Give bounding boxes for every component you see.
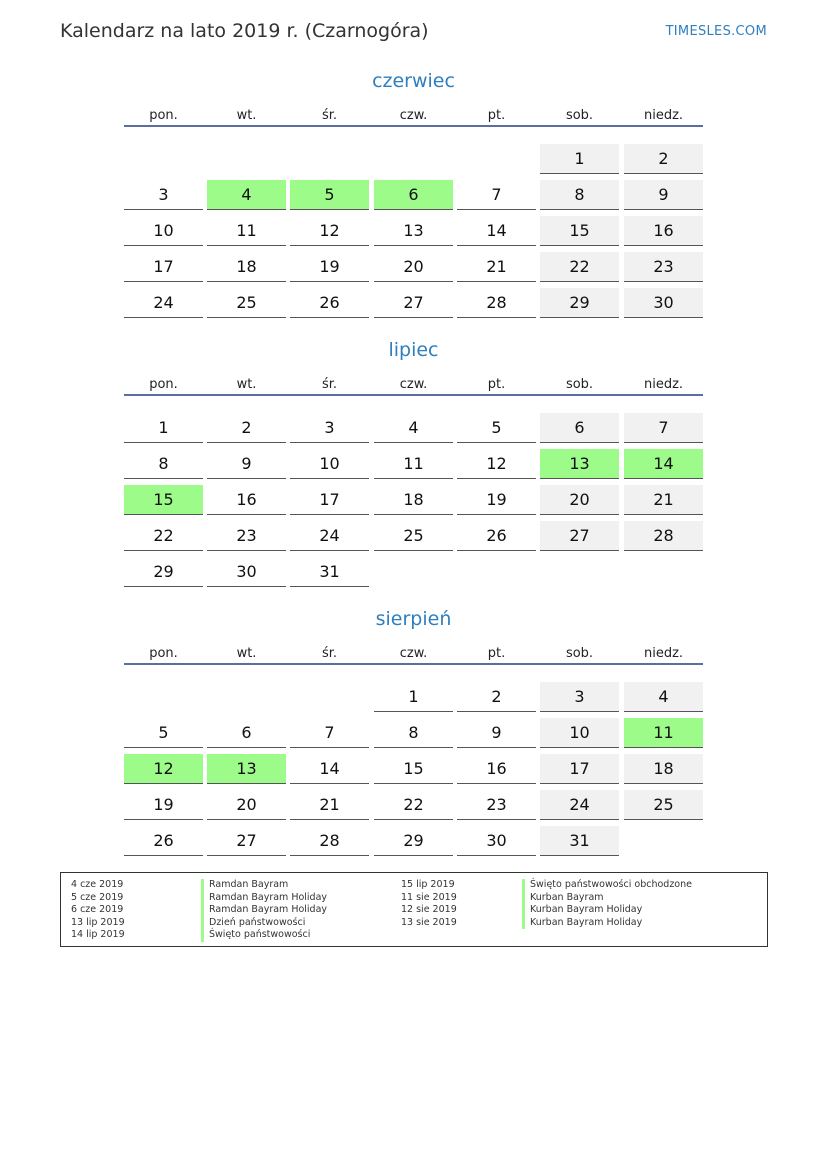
holiday-day-cell: 13: [540, 449, 619, 479]
day-cell: 26: [457, 521, 536, 551]
day-cell: 14: [457, 216, 536, 246]
day-cell: 30: [207, 557, 286, 587]
day-cell: 24: [540, 790, 619, 820]
legend-date: 13 sie 2019: [401, 916, 457, 928]
brand-logo[interactable]: TIMESLES.COM: [665, 24, 767, 39]
day-cell: 1: [540, 144, 619, 174]
day-cell: 20: [207, 790, 286, 820]
day-cell: 24: [124, 288, 203, 318]
legend-holiday-name: Kurban Bayram: [522, 892, 604, 905]
weekday-header: niedz.: [643, 646, 684, 661]
weekday-header: pon.: [149, 377, 178, 392]
weekday-header: niedz.: [643, 108, 684, 123]
holiday-day-cell: 15: [124, 485, 203, 515]
legend-date: 6 cze 2019: [71, 904, 124, 915]
day-cell: 8: [540, 180, 619, 210]
legend-date: 14 lip 2019: [71, 929, 125, 940]
weekday-header: niedz.: [643, 377, 684, 392]
day-cell: 29: [124, 557, 203, 587]
holiday-day-cell: 12: [124, 754, 203, 784]
legend-date: 13 lip 2019: [71, 916, 125, 928]
day-cell: 18: [374, 485, 453, 515]
day-cell: 18: [207, 252, 286, 282]
weekday-header: pon.: [149, 108, 178, 123]
day-cell: 10: [540, 718, 619, 748]
day-cell: 25: [374, 521, 453, 551]
day-cell: 12: [290, 216, 369, 246]
holiday-day-cell: 5: [290, 180, 369, 210]
weekday-header: pt.: [487, 646, 506, 661]
day-cell: 8: [124, 449, 203, 479]
month-name: czerwiec: [372, 70, 455, 92]
day-cell: 18: [624, 754, 703, 784]
day-cell: 9: [207, 449, 286, 479]
day-cell: 9: [457, 718, 536, 748]
day-cell: 4: [374, 413, 453, 443]
header-divider: [124, 125, 703, 127]
day-cell: 21: [290, 790, 369, 820]
day-cell: 14: [290, 754, 369, 784]
day-cell: 23: [457, 790, 536, 820]
day-cell: 20: [374, 252, 453, 282]
weekday-header: śr.: [321, 377, 338, 392]
day-cell: 27: [540, 521, 619, 551]
legend-holiday-name: Ramdan Bayram Holiday: [201, 904, 327, 917]
day-cell: 28: [290, 826, 369, 856]
day-cell: 21: [457, 252, 536, 282]
day-cell: 10: [290, 449, 369, 479]
day-cell: 19: [124, 790, 203, 820]
day-cell: 24: [290, 521, 369, 551]
weekday-header: pt.: [487, 377, 506, 392]
legend-date: 15 lip 2019: [401, 879, 455, 890]
weekday-header: sob.: [565, 646, 594, 661]
day-cell: 21: [624, 485, 703, 515]
page-title: Kalendarz na lato 2019 r. (Czarnogóra): [60, 20, 429, 42]
day-cell: 31: [290, 557, 369, 587]
day-cell: 10: [124, 216, 203, 246]
day-cell: 1: [374, 682, 453, 712]
day-cell: 29: [540, 288, 619, 318]
day-cell: 22: [124, 521, 203, 551]
weekday-header: wt.: [236, 646, 257, 661]
legend-holiday-name: Dzień państwowości: [201, 917, 305, 930]
day-cell: 15: [374, 754, 453, 784]
day-cell: 19: [290, 252, 369, 282]
day-cell: 19: [457, 485, 536, 515]
day-cell: 8: [374, 718, 453, 748]
weekday-header: pon.: [149, 646, 178, 661]
day-cell: 11: [374, 449, 453, 479]
day-cell: 30: [624, 288, 703, 318]
holiday-day-cell: 14: [624, 449, 703, 479]
day-cell: 22: [374, 790, 453, 820]
holiday-day-cell: 6: [374, 180, 453, 210]
day-cell: 9: [624, 180, 703, 210]
day-cell: 15: [540, 216, 619, 246]
day-cell: 7: [624, 413, 703, 443]
day-cell: 6: [207, 718, 286, 748]
day-cell: 3: [290, 413, 369, 443]
weekday-header: czw.: [399, 646, 428, 661]
day-cell: 23: [207, 521, 286, 551]
legend-holiday-name: Święto państwowości: [201, 929, 310, 942]
day-cell: 27: [207, 826, 286, 856]
month-name: lipiec: [388, 339, 439, 361]
legend-holiday-name: Kurban Bayram Holiday: [522, 917, 642, 930]
weekday-header: wt.: [236, 108, 257, 123]
day-cell: 27: [374, 288, 453, 318]
day-cell: 13: [374, 216, 453, 246]
weekday-header: czw.: [399, 377, 428, 392]
day-cell: 29: [374, 826, 453, 856]
day-cell: 11: [207, 216, 286, 246]
day-cell: 16: [207, 485, 286, 515]
day-cell: 17: [290, 485, 369, 515]
day-cell: 17: [540, 754, 619, 784]
weekday-header: sob.: [565, 377, 594, 392]
month-name: sierpień: [375, 608, 452, 630]
weekday-header: śr.: [321, 108, 338, 123]
day-cell: 16: [457, 754, 536, 784]
holiday-day-cell: 11: [624, 718, 703, 748]
day-cell: 2: [624, 144, 703, 174]
legend-date: 4 cze 2019: [71, 879, 124, 890]
holiday-day-cell: 4: [207, 180, 286, 210]
day-cell: 25: [207, 288, 286, 318]
day-cell: 26: [124, 826, 203, 856]
day-cell: 25: [624, 790, 703, 820]
day-cell: 23: [624, 252, 703, 282]
weekday-header: pt.: [487, 108, 506, 123]
header-divider: [124, 663, 703, 665]
day-cell: 5: [124, 718, 203, 748]
weekday-header: czw.: [399, 108, 428, 123]
holiday-day-cell: 13: [207, 754, 286, 784]
day-cell: 28: [457, 288, 536, 318]
day-cell: 3: [124, 180, 203, 210]
day-cell: 7: [457, 180, 536, 210]
legend-holiday-name: Święto państwowości obchodzone: [522, 879, 692, 892]
day-cell: 3: [540, 682, 619, 712]
weekday-header: sob.: [565, 108, 594, 123]
day-cell: 30: [457, 826, 536, 856]
day-cell: 2: [457, 682, 536, 712]
day-cell: 2: [207, 413, 286, 443]
day-cell: 20: [540, 485, 619, 515]
weekday-header: śr.: [321, 646, 338, 661]
day-cell: 5: [457, 413, 536, 443]
day-cell: 4: [624, 682, 703, 712]
day-cell: 22: [540, 252, 619, 282]
day-cell: 17: [124, 252, 203, 282]
day-cell: 6: [540, 413, 619, 443]
day-cell: 16: [624, 216, 703, 246]
legend-holiday-name: Ramdan Bayram Holiday: [201, 892, 327, 905]
header-divider: [124, 394, 703, 396]
legend-date: 11 sie 2019: [401, 891, 457, 903]
weekday-header: wt.: [236, 377, 257, 392]
legend-date: 5 cze 2019: [71, 891, 124, 903]
day-cell: 28: [624, 521, 703, 551]
day-cell: 12: [457, 449, 536, 479]
legend-holiday-name: Ramdan Bayram: [201, 879, 288, 892]
legend-date: 12 sie 2019: [401, 904, 457, 915]
legend-holiday-name: Kurban Bayram Holiday: [522, 904, 642, 917]
day-cell: 1: [124, 413, 203, 443]
day-cell: 7: [290, 718, 369, 748]
holiday-legend: [60, 872, 768, 947]
day-cell: 26: [290, 288, 369, 318]
day-cell: 31: [540, 826, 619, 856]
